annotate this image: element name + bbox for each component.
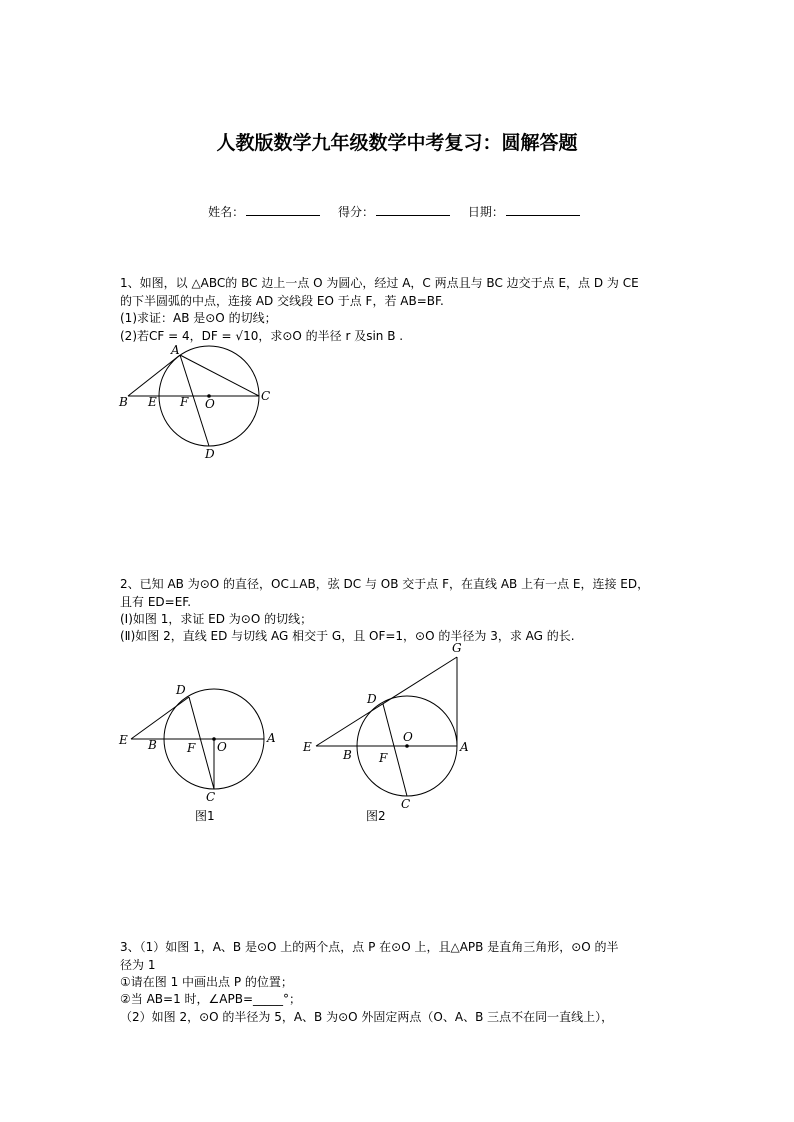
fig2b-label-c: C [401,797,411,811]
fig2-caption: 图2 [366,809,386,823]
fig2a-label-o: O [217,740,227,754]
score-label: 得分： [337,205,374,219]
fig2a-label-e: E [119,733,128,747]
fig2a-label-d: D [176,683,186,697]
label-a: A [171,343,180,357]
problem-3-line-2: 径为 1 [120,958,156,972]
fig2b-label-e: E [303,740,312,754]
problem-2-line-3: (Ⅰ)如图 1，求证 ED 为⊙O 的切线； [120,612,313,626]
fig2a-label-a: A [267,731,276,745]
fig2a-line-ed [131,697,189,739]
fig2a-label-c: C [206,790,216,804]
problem-1-line-2: 的下半圆弧的中点，连接 AD 交线段 EO 于点 F，若 AB=BF. [120,294,444,308]
fig2b-label-b: B [343,748,352,762]
problem-3-line-5: （2）如图 2，⊙O 的半径为 5，A、B 为⊙O 外固定两点（O、A、B 三点不在同一直线上）， [120,1010,614,1024]
label-b: B [119,395,128,409]
problem-2-line-1: 2、已知 AB 为⊙O 的直径，OC⊥AB，弦 DC 与 OB 交于点 F，在直线 AB 上有一点 E，连接 ED， [120,577,650,591]
problem-2-line-2: 且有 ED=EF. [120,595,192,609]
fig2b-label-f: F [379,751,388,765]
fig2b-label-a: A [460,740,469,754]
fig2b-label-o: O [403,730,413,744]
problem-1-line-1: 1、如图，以 △ABC的 BC 边上一点 O 为圆心，经过 A，C 两点且与 BC 边交于点 E，点 D 为 CE [120,276,639,290]
problem-3-line-3: ①请在图 1 中画出点 P 的位置； [120,975,293,989]
problem-3-line-4: ②当 AB=1 时，∠APB=_____°； [120,992,302,1006]
label-d: D [205,447,215,461]
name-label: 姓名： [208,205,245,219]
date-label: 日期： [467,205,504,219]
label-e: E [148,395,157,409]
fig2a-label-b: B [148,738,157,752]
fig2b-line-dc [383,704,407,796]
fig2b-line-eg [316,657,457,746]
label-o: O [205,397,215,411]
problem-1-line-3: (1)求证：AB 是⊙O 的切线； [120,311,277,325]
fig1-caption: 图1 [195,809,215,823]
label-c: C [261,389,271,403]
label-f: F [180,395,189,409]
fig2b-label-d: D [367,692,377,706]
problem-1-line-4: (2)若CF = 4，DF = √10，求⊙O 的半径 r 及sin B . [120,329,404,343]
fig2b-label-g: G [452,641,462,655]
problem-2-line-4: (Ⅱ)如图 2，直线 ED 与切线 AG 相交于 G，且 OF=1，⊙O 的半径为 3，求 AG 的长. [120,629,575,643]
fig2a-label-f: F [187,741,196,755]
page-title: 人教版数学九年级数学中考复习：圆解答题 [216,132,578,154]
problem-3-line-1: 3、（1）如图 1，A、B 是⊙O 上的两个点，点 P 在⊙O 上，且△APB 是直角三角形，⊙O 的半 [120,940,619,954]
